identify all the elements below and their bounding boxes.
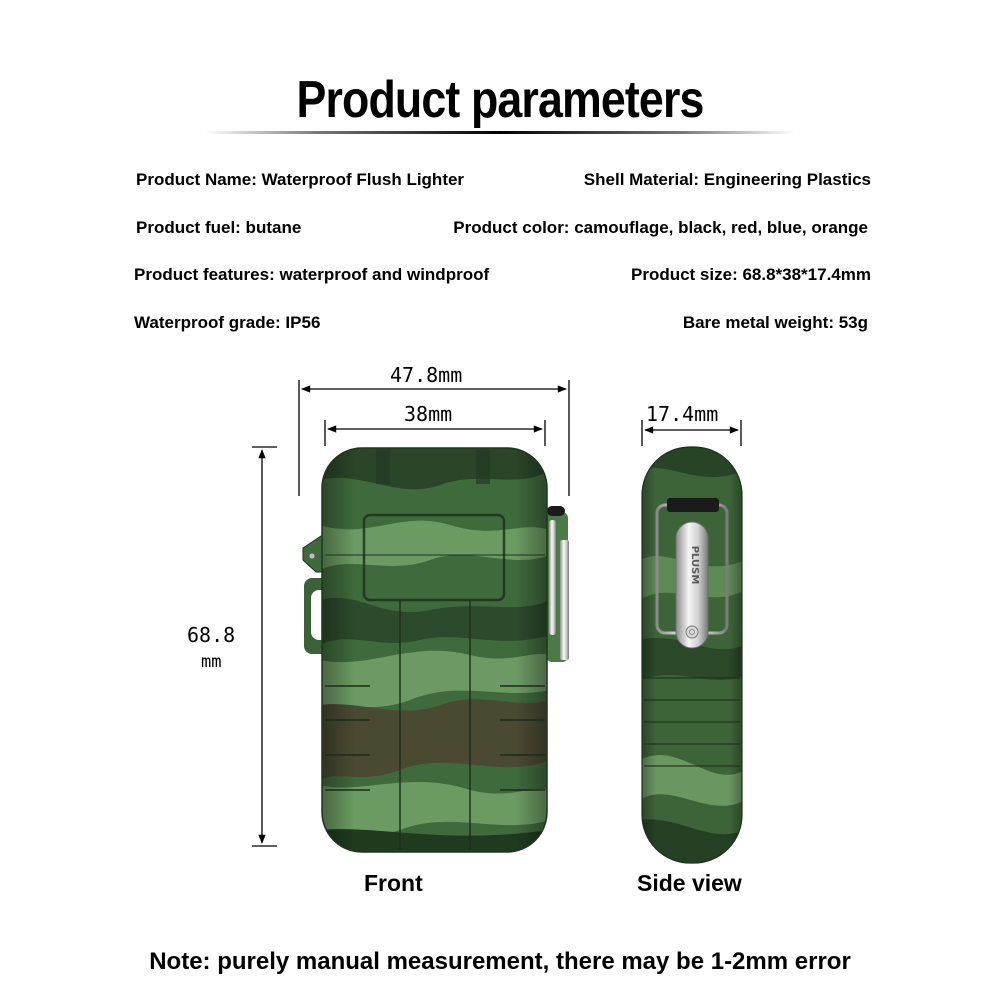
dim-side-thickness: 17.4mm bbox=[646, 402, 719, 426]
page-title: Product parameters bbox=[296, 71, 704, 129]
dim-height-unit: mm bbox=[201, 652, 222, 672]
param-shell-material: Shell Material: Engineering Plastics bbox=[583, 170, 871, 189]
param-product-features: Product features: waterproof and windproof bbox=[134, 265, 490, 284]
param-weight: Bare metal weight: 53g bbox=[682, 313, 868, 332]
side-plate-engraving: PLUSM bbox=[689, 545, 700, 585]
dim-height-value: 68.8 bbox=[187, 623, 236, 647]
param-product-size: Product size: 68.8*38*17.4mm bbox=[630, 265, 871, 284]
front-view-label: Front bbox=[364, 870, 423, 896]
measurement-note: Note: purely manual measurement, there may be 1-2mm error bbox=[149, 948, 851, 975]
param-waterproof-grade: Waterproof grade: IP56 bbox=[134, 313, 321, 332]
dim-overall-width: 47.8mm bbox=[390, 363, 463, 387]
lighter-side-view bbox=[640, 445, 745, 865]
param-product-name: Product Name: Waterproof Flush Lighter bbox=[136, 170, 465, 189]
param-product-color: Product color: camouflage, black, red, blue, orange bbox=[453, 218, 868, 237]
lighter-front-view bbox=[303, 445, 569, 855]
param-product-fuel: Product fuel: butane bbox=[136, 218, 302, 237]
dim-body-width: 38mm bbox=[404, 402, 453, 426]
side-view-label: Side view bbox=[637, 870, 742, 896]
